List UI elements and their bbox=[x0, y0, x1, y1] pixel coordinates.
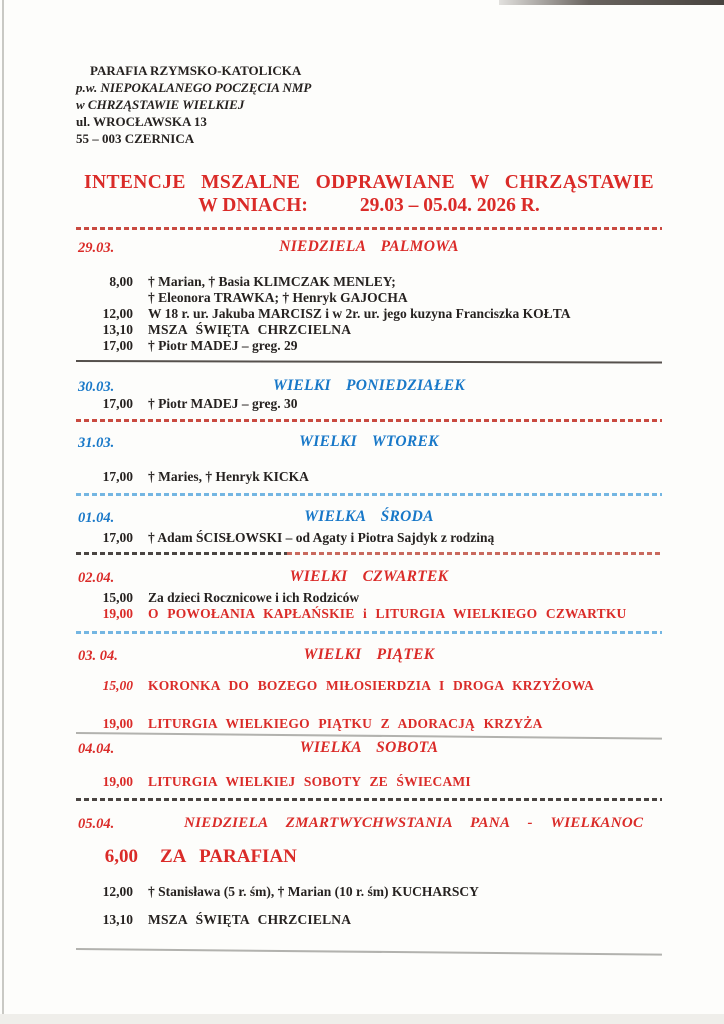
mass-time: 13,10 bbox=[102, 322, 133, 337]
title-line-1: INTENCJE MSZALNE ODPRAWIANE W CHRZĄSTAWIE bbox=[84, 172, 654, 193]
mass-intention-text: W 18 r. ur. Jakuba MARCISZ i w 2r. ur. jego kuzyna Franciszka KOŁTA bbox=[148, 306, 571, 321]
title-line-2 bbox=[76, 194, 662, 217]
mass-intention-row bbox=[76, 306, 662, 322]
section-header bbox=[76, 738, 662, 758]
section-date: 30.03. bbox=[78, 379, 115, 395]
section-day-title: WIELKI WTOREK bbox=[299, 433, 439, 450]
mass-intention-text: Za dzieci Rocznicowe i ich Rodziców bbox=[148, 590, 360, 605]
mass-intention-text: † Stanisława (5 r. śm), † Marian (10 r. śm) KUCHARSCY bbox=[148, 884, 479, 899]
mass-time: 12,00 bbox=[102, 306, 133, 321]
mass-intention-row bbox=[76, 530, 662, 546]
parish-street: ul. WROCŁAWSKA 13 bbox=[76, 114, 207, 129]
parish-header bbox=[76, 62, 662, 147]
title-divider bbox=[76, 227, 662, 230]
section-header bbox=[76, 645, 662, 665]
section-date: 05.04. bbox=[78, 816, 115, 832]
mass-intention-row bbox=[76, 845, 662, 869]
section-date: 29.03. bbox=[78, 240, 115, 256]
mass-time: 19,00 bbox=[102, 606, 133, 621]
section-29-03 bbox=[76, 237, 662, 362]
section-30-03 bbox=[76, 376, 662, 422]
section-02-04 bbox=[76, 567, 662, 634]
mass-intention-row bbox=[76, 590, 662, 606]
mass-intention-row bbox=[76, 606, 662, 622]
mass-intention-row bbox=[76, 883, 662, 900]
section-divider bbox=[76, 493, 662, 496]
section-day-title: NIEDZIELA PALMOWA bbox=[279, 238, 459, 255]
mass-intention-text: † Piotr MADEJ – greg. 29 bbox=[148, 338, 298, 353]
section-divider bbox=[76, 419, 662, 422]
mass-time: 19,00 bbox=[102, 774, 133, 789]
mass-entries bbox=[76, 396, 662, 412]
section-day-title: WIELKI CZWARTEK bbox=[289, 568, 449, 585]
parish-patron: p.w. NIEPOKALANEGO POCZĘCIA NMP bbox=[76, 80, 312, 95]
divider-segment bbox=[76, 552, 287, 555]
mass-intention-text: LITURGIA WIELKIEJ SOBOTY ZE ŚWIECAMI bbox=[148, 774, 471, 789]
mass-intention-row bbox=[76, 716, 662, 732]
section-divider bbox=[76, 552, 662, 555]
mass-intention-row bbox=[76, 290, 662, 306]
mass-time: 12,00 bbox=[102, 884, 133, 899]
mass-intention-row bbox=[76, 274, 662, 290]
mass-intention-row bbox=[76, 396, 662, 412]
section-header bbox=[76, 507, 662, 527]
section-day-title: NIEDZIELA ZMARTWYCHWSTANIA PANA - WIELKANOC bbox=[184, 815, 644, 831]
section-04-04 bbox=[76, 738, 662, 801]
mass-intention-text: † Maries, † Henryk KICKA bbox=[148, 469, 309, 484]
section-31-03 bbox=[76, 432, 662, 496]
divider-segment bbox=[287, 552, 662, 555]
section-date: 03. 04. bbox=[78, 648, 118, 664]
section-date: 31.03. bbox=[78, 435, 115, 451]
parish-name: PARAFIA RZYMSKO-KATOLICKA bbox=[90, 63, 302, 78]
mass-intention-text: LITURGIA WIELKIEGO PIĄTKU Z ADORACJĄ KRZYŻA bbox=[148, 716, 543, 731]
mass-time: 17,00 bbox=[102, 469, 133, 484]
section-divider bbox=[76, 631, 662, 634]
mass-intention-row bbox=[76, 678, 662, 694]
section-day-title: WIELKA ŚRODA bbox=[304, 508, 434, 525]
mass-intention-row bbox=[76, 322, 662, 338]
bottom-rule bbox=[76, 948, 662, 956]
section-divider bbox=[76, 798, 662, 801]
mass-time: 8,00 bbox=[109, 274, 133, 289]
mass-entries bbox=[76, 530, 662, 546]
document-title bbox=[76, 171, 662, 217]
section-day-title: WIELKI PIĄTEK bbox=[303, 646, 435, 663]
section-01-04 bbox=[76, 507, 662, 555]
mass-intention-row bbox=[76, 469, 662, 485]
section-day-title: WIELKI PONIEDZIAŁEK bbox=[273, 377, 465, 394]
section-05-04 bbox=[76, 813, 662, 950]
mass-intention-text: † Eleonora TRAWKA; † Henryk GAJOCHA bbox=[148, 290, 408, 305]
mass-time: 13,10 bbox=[102, 912, 133, 927]
mass-intention-text: KORONKA DO BOZEGO MIŁOSIERDZIA I DROGA KRZYŻOWA bbox=[148, 678, 594, 693]
title-dates-label: W DNIACH: bbox=[198, 195, 308, 216]
section-03-04 bbox=[76, 645, 662, 734]
mass-entries bbox=[76, 774, 662, 790]
mass-intention-text: † Adam ŚCISŁOWSKI – od Agaty i Piotra Sajdyk z rodziną bbox=[148, 530, 495, 545]
mass-time: 19,00 bbox=[102, 716, 133, 731]
mass-intention-text: ZA PARAFIAN bbox=[160, 846, 297, 867]
mass-time: 15,00 bbox=[102, 590, 133, 605]
mass-intention-text: † Marian, † Basia KLIMCZAK MENLEY; bbox=[148, 274, 396, 289]
section-date: 04.04. bbox=[78, 741, 115, 757]
mass-time: 17,00 bbox=[102, 338, 133, 353]
mass-intention-row bbox=[76, 338, 662, 354]
parish-village: w CHRZĄSTAWIE WIELKIEJ bbox=[76, 97, 245, 112]
section-day-title: WIELKA SOBOTA bbox=[299, 739, 439, 756]
mass-intention-text: MSZA ŚWIĘTA CHRZCIELNA bbox=[148, 322, 352, 337]
mass-time bbox=[76, 290, 133, 306]
section-date: 02.04. bbox=[78, 570, 115, 586]
title-dates-range: 29.03 – 05.04. 2026 R. bbox=[359, 195, 540, 216]
section-header bbox=[76, 376, 662, 396]
mass-time: 6,00 bbox=[104, 846, 138, 867]
section-header bbox=[76, 567, 662, 587]
section-header bbox=[76, 813, 662, 833]
section-divider bbox=[76, 360, 662, 364]
mass-intention-text: MSZA ŚWIĘTA CHRZCIELNA bbox=[148, 912, 352, 927]
parish-postal: 55 – 003 CZERNICA bbox=[76, 131, 195, 146]
mass-intention-row bbox=[76, 774, 662, 790]
mass-time: 17,00 bbox=[102, 530, 133, 545]
mass-entries bbox=[76, 590, 662, 622]
mass-time: 17,00 bbox=[102, 396, 133, 411]
mass-intention-text: † Piotr MADEJ – greg. 30 bbox=[148, 396, 298, 411]
section-header bbox=[76, 432, 662, 452]
section-header bbox=[76, 237, 662, 257]
scan-edge-artifact bbox=[0, 1014, 724, 1024]
section-date: 01.04. bbox=[78, 510, 115, 526]
mass-time: 15,00 bbox=[102, 678, 133, 693]
mass-entries bbox=[76, 274, 662, 354]
mass-entries bbox=[76, 469, 662, 485]
mass-intention-text: O POWOŁANIA KAPŁAŃSKIE i LITURGIA WIELKIEGO CZWARTKU bbox=[148, 606, 627, 621]
mass-intention-row bbox=[76, 911, 662, 928]
